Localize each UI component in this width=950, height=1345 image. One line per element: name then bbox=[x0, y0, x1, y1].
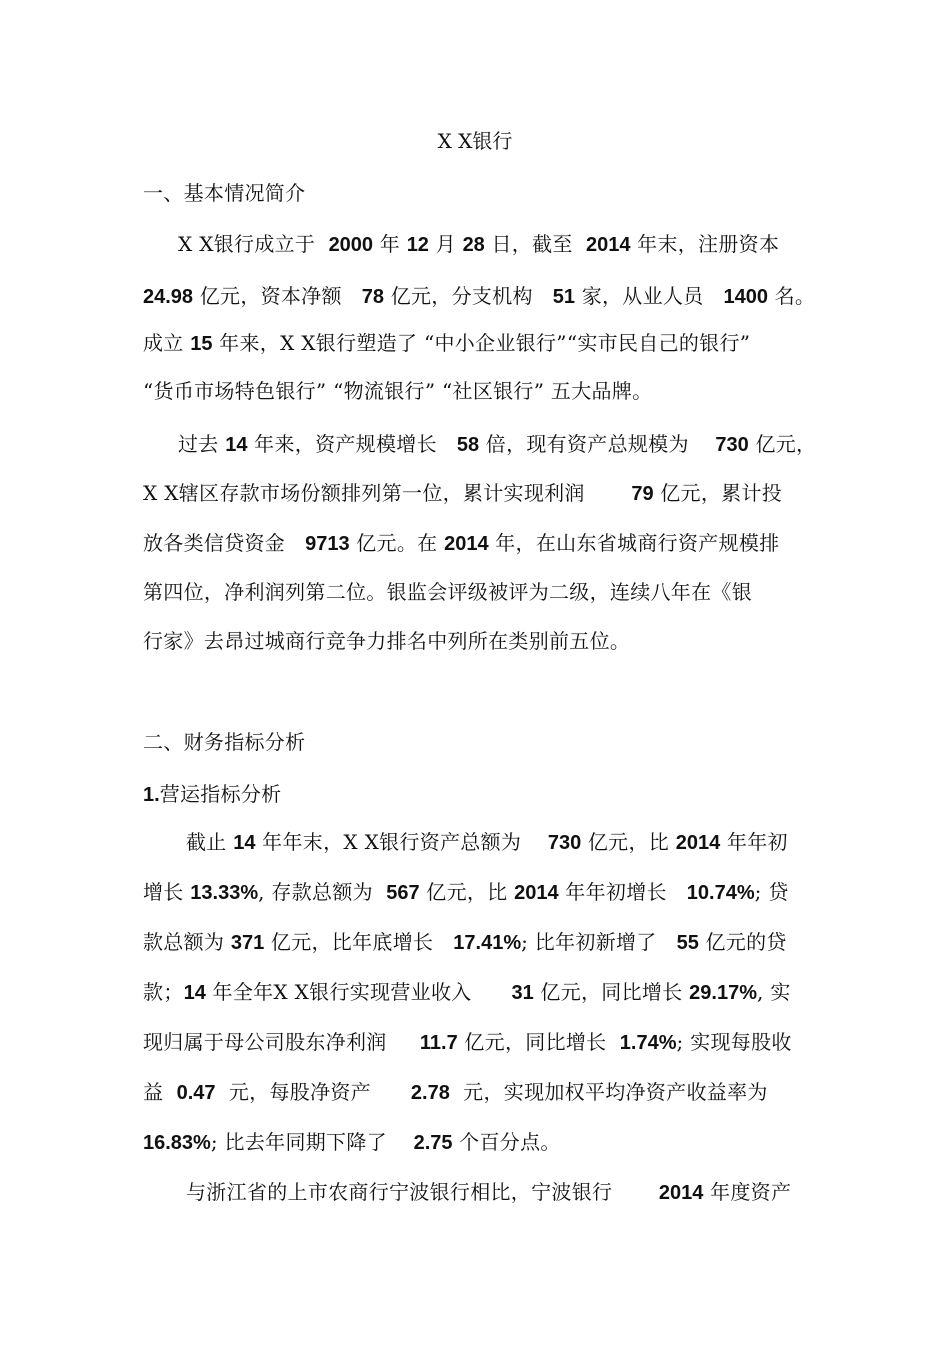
paragraph-line: 益 0.47 元，每股净资产 2.78 元，实现加权平均净资产收益率为 bbox=[143, 1080, 768, 1104]
paragraph-line: 款总额为 371 亿元，比年底增长 17.41%; 比年初新增了 55 亿元的贷 bbox=[143, 930, 787, 954]
paragraph-line: X X银行成立于 2000 年 12 月 28 日，截至 2014 年末，注册资本 bbox=[178, 232, 780, 256]
paragraph-line: 放各类信贷资金 9713 亿元。在 2014 年，在山东省城商行资产规模排 bbox=[143, 531, 780, 555]
paragraph-line: 现归属于母公司股东净利润 11.7 亿元，同比增长 1.74%; 实现每股收 bbox=[143, 1030, 792, 1054]
paragraph-line: 增长 13.33%, 存款总额为 567 亿元，比 2014 年年初增长 10.74%; 贷 bbox=[143, 880, 789, 904]
paragraph-line: X X辖区存款市场份额排列第一位，累计实现利润 79 亿元，累计投 bbox=[143, 481, 783, 505]
paragraph-line: 24.98 亿元，资本净额 78 亿元，分支机构 51 家，从业人员 1400 名。 bbox=[143, 284, 816, 308]
paragraph-line: 行家》去昂过城商行竞争力排名中列所在类别前五位。 bbox=[143, 629, 631, 653]
paragraph-line: 第四位，净利润列第二位。银监会评级被评为二级，连续八年在《银 bbox=[143, 580, 752, 604]
paragraph-line: 16.83%; 比去年同期下降了 2.75 个百分点。 bbox=[143, 1130, 561, 1154]
document-title: X X银行 bbox=[437, 129, 513, 153]
paragraph-line: 过去 14 年来，资产规模增长 58 倍，现有资产总规模为 730 亿元， bbox=[178, 432, 817, 456]
section-2-heading: 二、财务指标分析 bbox=[143, 730, 306, 754]
paragraph-line: 截止 14 年年末，X X银行资产总额为 730 亿元，比 2014 年年初 bbox=[186, 830, 788, 854]
paragraph-line: 与浙江省的上市农商行宁波银行相比，宁波银行 2014 年度资产 bbox=[186, 1180, 792, 1204]
paragraph-line: 成立 15 年来，X X银行塑造了 “中小企业银行”“实市民自己的银行” bbox=[143, 331, 751, 355]
paragraph-line: 款；14 年全年X X银行实现营业收入 31 亿元，同比增长 29.17%, 实 bbox=[143, 980, 791, 1004]
section-1-heading: 一、基本情况简介 bbox=[143, 181, 306, 205]
section-2-subheading: 1.营运指标分析 bbox=[143, 782, 282, 806]
paragraph-line: “货币市场特色银行” “物流银行” “社区银行” 五大品牌。 bbox=[143, 379, 653, 403]
